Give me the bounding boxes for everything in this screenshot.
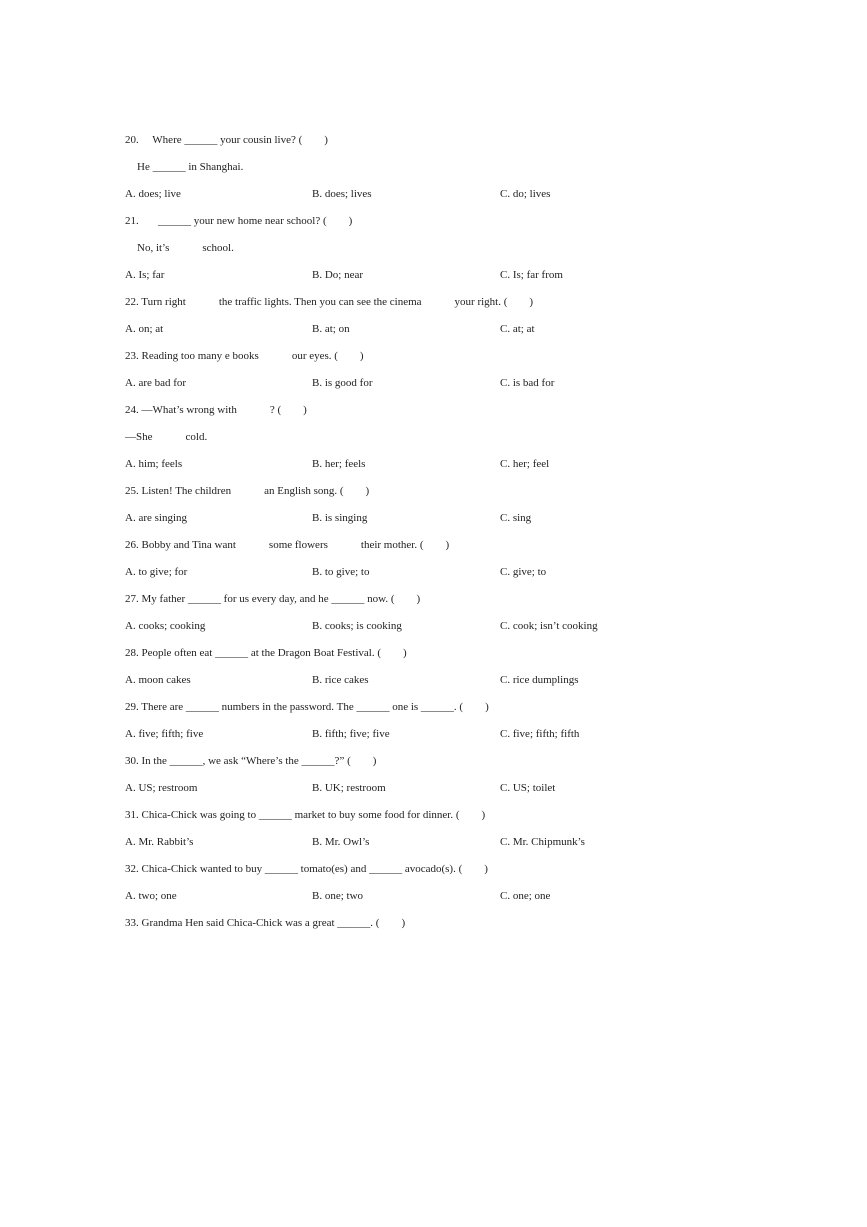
option-c: C. do; lives <box>500 188 551 200</box>
option-b: B. Do; near <box>312 269 364 281</box>
option-a: A. moon cakes <box>125 674 191 686</box>
option-b: B. rice cakes <box>312 674 369 686</box>
question-stem: 32. Chica-Chick wanted to buy ______ tomato(es) and ______ avocado(s). ( ) <box>125 863 488 875</box>
question-stem: 27. My father ______ for us every day, and he ______ now. ( ) <box>125 593 421 605</box>
option-c: C. at; at <box>500 323 535 335</box>
option-c: C. give; to <box>500 566 547 578</box>
options-row <box>125 618 745 634</box>
option-a: A. cooks; cooking <box>125 620 206 632</box>
option-a: A. are bad for <box>125 377 187 389</box>
options-row <box>125 456 745 472</box>
answer-line: —She cold. <box>125 431 208 443</box>
option-a: A. does; live <box>125 188 181 200</box>
options-row <box>125 564 745 580</box>
options-row <box>125 726 745 742</box>
option-b: B. to give; to <box>312 566 370 578</box>
question-stem: 33. Grandma Hen said Chica-Chick was a great ______. ( ) <box>125 917 406 929</box>
option-a: A. are singing <box>125 512 188 524</box>
option-b: B. at; on <box>312 323 350 335</box>
option-b: B. is good for <box>312 377 373 389</box>
option-b: B. cooks; is cooking <box>312 620 402 632</box>
question-stem: 31. Chica-Chick was going to ______ market to buy some food for dinner. ( ) <box>125 809 486 821</box>
option-a: A. Mr. Rabbit’s <box>125 836 194 848</box>
question-stem: 30. In the ______, we ask “Where’s the ______?” ( ) <box>125 755 377 767</box>
options-row <box>125 834 745 850</box>
question-stem: 26. Bobby and Tina want some flowers their mother. ( ) <box>125 539 450 551</box>
option-c: C. her; feel <box>500 458 550 470</box>
option-a: A. US; restroom <box>125 782 198 794</box>
option-c: C. one; one <box>500 890 551 902</box>
option-c: C. five; fifth; fifth <box>500 728 580 740</box>
options-row <box>125 321 745 337</box>
options-row <box>125 888 745 904</box>
option-a: A. Is; far <box>125 269 165 281</box>
options-row <box>125 510 745 526</box>
question-stem: 23. Reading too many e books our eyes. ( ) <box>125 350 364 362</box>
options-row <box>125 672 745 688</box>
option-c: C. Is; far from <box>500 269 563 281</box>
question-stem: 24. —What’s wrong with ? ( ) <box>125 404 307 416</box>
question-stem: 20. Where ______ your cousin live? ( ) <box>125 134 328 146</box>
options-row <box>125 186 745 202</box>
option-a: A. on; at <box>125 323 164 335</box>
option-a: A. him; feels <box>125 458 183 470</box>
answer-line: No, it’s school. <box>137 242 234 254</box>
option-c: C. US; toilet <box>500 782 556 794</box>
option-a: A. five; fifth; five <box>125 728 204 740</box>
question-stem: 25. Listen! The children an English song. ( ) <box>125 485 370 497</box>
options-row <box>125 267 745 283</box>
option-c: C. cook; isn’t cooking <box>500 620 598 632</box>
question-stem: 28. People often eat ______ at the Dragon Boat Festival. ( ) <box>125 647 407 659</box>
option-b: B. does; lives <box>312 188 372 200</box>
option-a: A. to give; for <box>125 566 188 578</box>
option-b: B. is singing <box>312 512 368 524</box>
options-row <box>125 375 745 391</box>
option-b: B. her; feels <box>312 458 366 470</box>
option-b: B. fifth; five; five <box>312 728 390 740</box>
option-a: A. two; one <box>125 890 177 902</box>
answer-line: He ______ in Shanghai. <box>137 161 244 173</box>
option-c: C. rice dumplings <box>500 674 579 686</box>
question-stem: 29. There are ______ numbers in the password. The ______ one is ______. ( ) <box>125 701 489 713</box>
question-stem: 21. ______ your new home near school? ( ) <box>125 215 353 227</box>
option-c: C. is bad for <box>500 377 555 389</box>
options-row <box>125 780 745 796</box>
option-b: B. Mr. Owl’s <box>312 836 370 848</box>
question-stem: 22. Turn right the traffic lights. Then you can see the cinema your right. ( ) <box>125 296 534 308</box>
option-c: C. sing <box>500 512 532 524</box>
option-c: C. Mr. Chipmunk’s <box>500 836 585 848</box>
option-b: B. UK; restroom <box>312 782 386 794</box>
option-b: B. one; two <box>312 890 364 902</box>
